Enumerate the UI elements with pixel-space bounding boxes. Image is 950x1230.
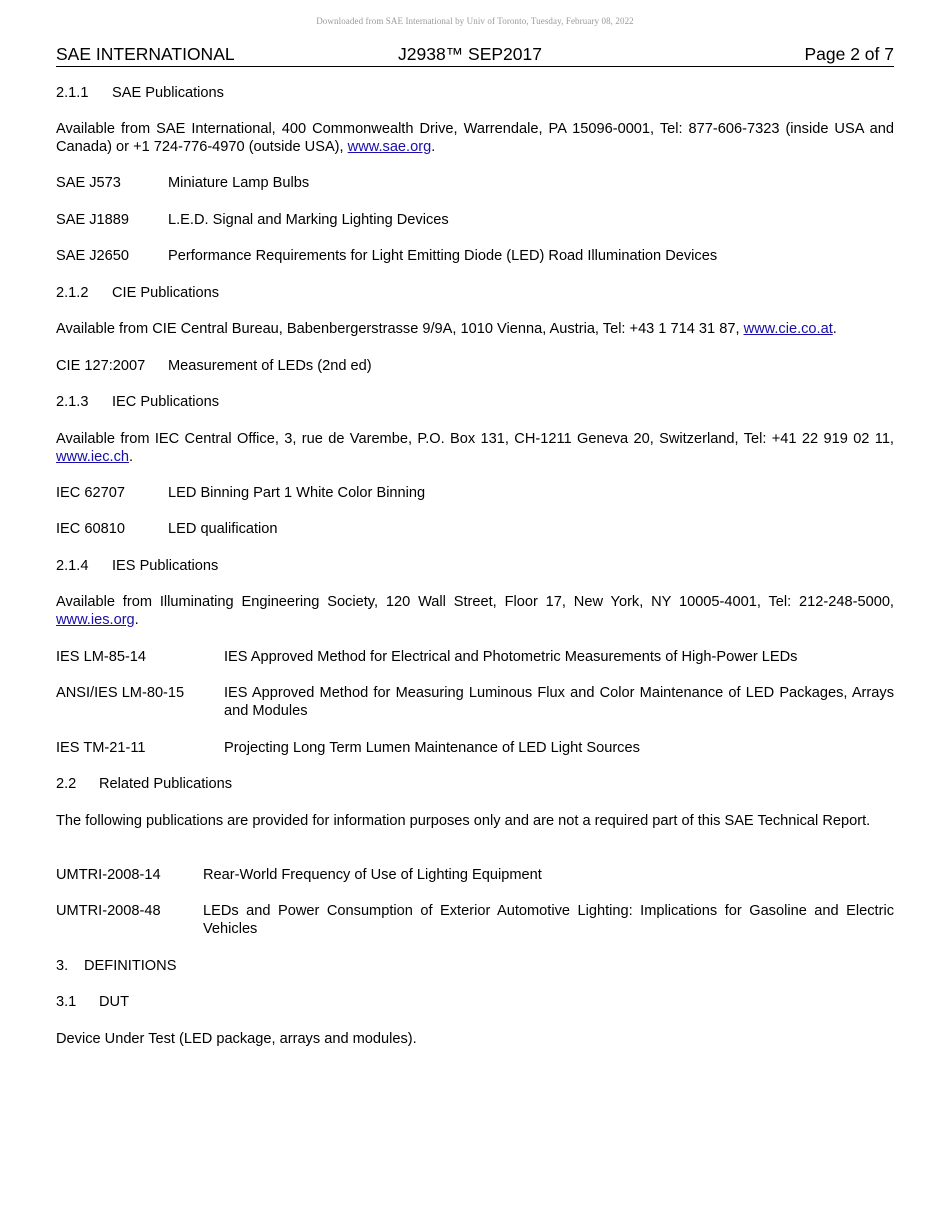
reference-row [56,902,894,938]
reference-title: Performance Requirements for Light Emitting Diode (LED) Road Illumination Devices [168,248,718,264]
reference-code: UMTRI-2008-48 [56,903,161,919]
period: . [832,321,837,337]
reference-title: L.E.D. Signal and Marking Lighting Devices [168,212,449,228]
reference-code: UMTRI-2008-14 [56,867,161,883]
reference-code: IEC 60810 [56,521,125,537]
reference-title: Measurement of LEDs (2nd ed) [168,358,372,374]
reference-title: Miniature Lamp Bulbs [168,175,310,191]
reference-code: SAE J1889 [56,212,130,228]
reference-title: LED Binning Part 1 White Color Binning [168,485,426,501]
section-number: 2.1.4 [56,558,89,574]
section-3-1-heading [56,993,894,1011]
reference-code: IEC 62707 [56,485,125,501]
iec-website-link[interactable]: www.iec.ch [56,449,129,465]
page-header [56,44,894,67]
section-3-heading [56,957,894,975]
reference-row [56,684,894,720]
sae-availability-paragraph [56,120,894,156]
reference-title: IES Approved Method for Electrical and Photometric Measurements of High-Power LEDs [224,649,798,665]
section-number: 3. [56,958,69,974]
ies-website-link[interactable]: www.ies.org [56,612,135,628]
period: . [431,139,436,155]
ies-availability-paragraph [56,593,894,629]
availability-text: Available from Illuminating Engineering Society, 120 Wall Street, Floor 17, New York, NY 10005-4001, Tel: 212-248-5000, [56,594,894,610]
section-title: IEC Publications [112,394,220,410]
download-watermark: Downloaded from SAE International by Univ of Toronto, Tuesday, February 08, 2022 [316,16,634,26]
reference-code: IES TM-21-11 [56,740,146,756]
section-2-1-2-heading [56,284,894,302]
section-number: 2.1.3 [56,394,89,410]
period: . [134,612,139,628]
reference-code: IES LM-85-14 [56,649,147,665]
section-title: CIE Publications [112,285,220,301]
section-title: Related Publications [99,776,233,792]
sae-website-link[interactable]: www.sae.org [347,139,432,155]
reference-code: SAE J573 [56,175,121,191]
reference-title: IES Approved Method for Measuring Luminous Flux and Color Maintenance of LED Packages, Arrays and Modules [224,685,894,719]
section-title: SAE Publications [112,85,224,101]
availability-text: Available from CIE Central Bureau, Babenbergerstrasse 9/9A, 1010 Vienna, Austria, Tel: +43 1 714 31 87, [56,321,744,337]
reference-title: LEDs and Power Consumption of Exterior Automotive Lighting: Implications for Gasoline and Electric Vehicles [203,903,894,937]
section-number: 2.1.2 [56,285,89,301]
header-org: SAE INTERNATIONAL [56,44,235,64]
availability-text: Available from SAE International, 400 Commonwealth Drive, Warrendale, PA 15096-0001, Tel: 877-606-7323 (inside USA and Canada) or +1 724-776-4970 (outside USA), [56,121,894,155]
iec-availability-paragraph [56,430,894,466]
section-2-1-4-heading [56,557,894,575]
section-title: DUT [99,994,129,1010]
dut-definition-paragraph: Device Under Test (LED package, arrays and modules). [56,1031,417,1047]
cie-website-link[interactable]: www.cie.co.at [743,321,833,337]
header-doc-id: J2938™ SEP2017 [398,44,542,64]
period: . [129,449,134,465]
reference-title: Projecting Long Term Lumen Maintenance of LED Light Sources [224,740,640,756]
availability-text: Available from IEC Central Office, 3, rue de Varembe, P.O. Box 131, CH-1211 Geneva 20, Switzerland, Tel: +41 22 919 02 11, [56,431,894,447]
section-number: 3.1 [56,994,77,1010]
reference-title: LED qualification [168,521,278,537]
section-number: 2.1.1 [56,85,89,101]
section-2-2-heading [56,775,894,793]
related-publications-paragraph: The following publications are provided for information purposes only and are not a required part of this SAE Technical Report. [56,813,871,829]
reference-code: ANSI/IES LM-80-15 [56,685,185,701]
cie-availability-paragraph [56,320,894,338]
section-2-1-3-heading [56,393,894,411]
section-title: DEFINITIONS [84,958,177,974]
reference-title: Rear-World Frequency of Use of Lighting Equipment [203,867,542,883]
section-title: IES Publications [112,558,219,574]
reference-code: SAE J2650 [56,248,130,264]
section-number: 2.2 [56,776,77,792]
reference-code: CIE 127:2007 [56,358,146,374]
section-2-1-1-heading [56,84,894,102]
header-page-number: Page 2 of 7 [804,44,894,64]
